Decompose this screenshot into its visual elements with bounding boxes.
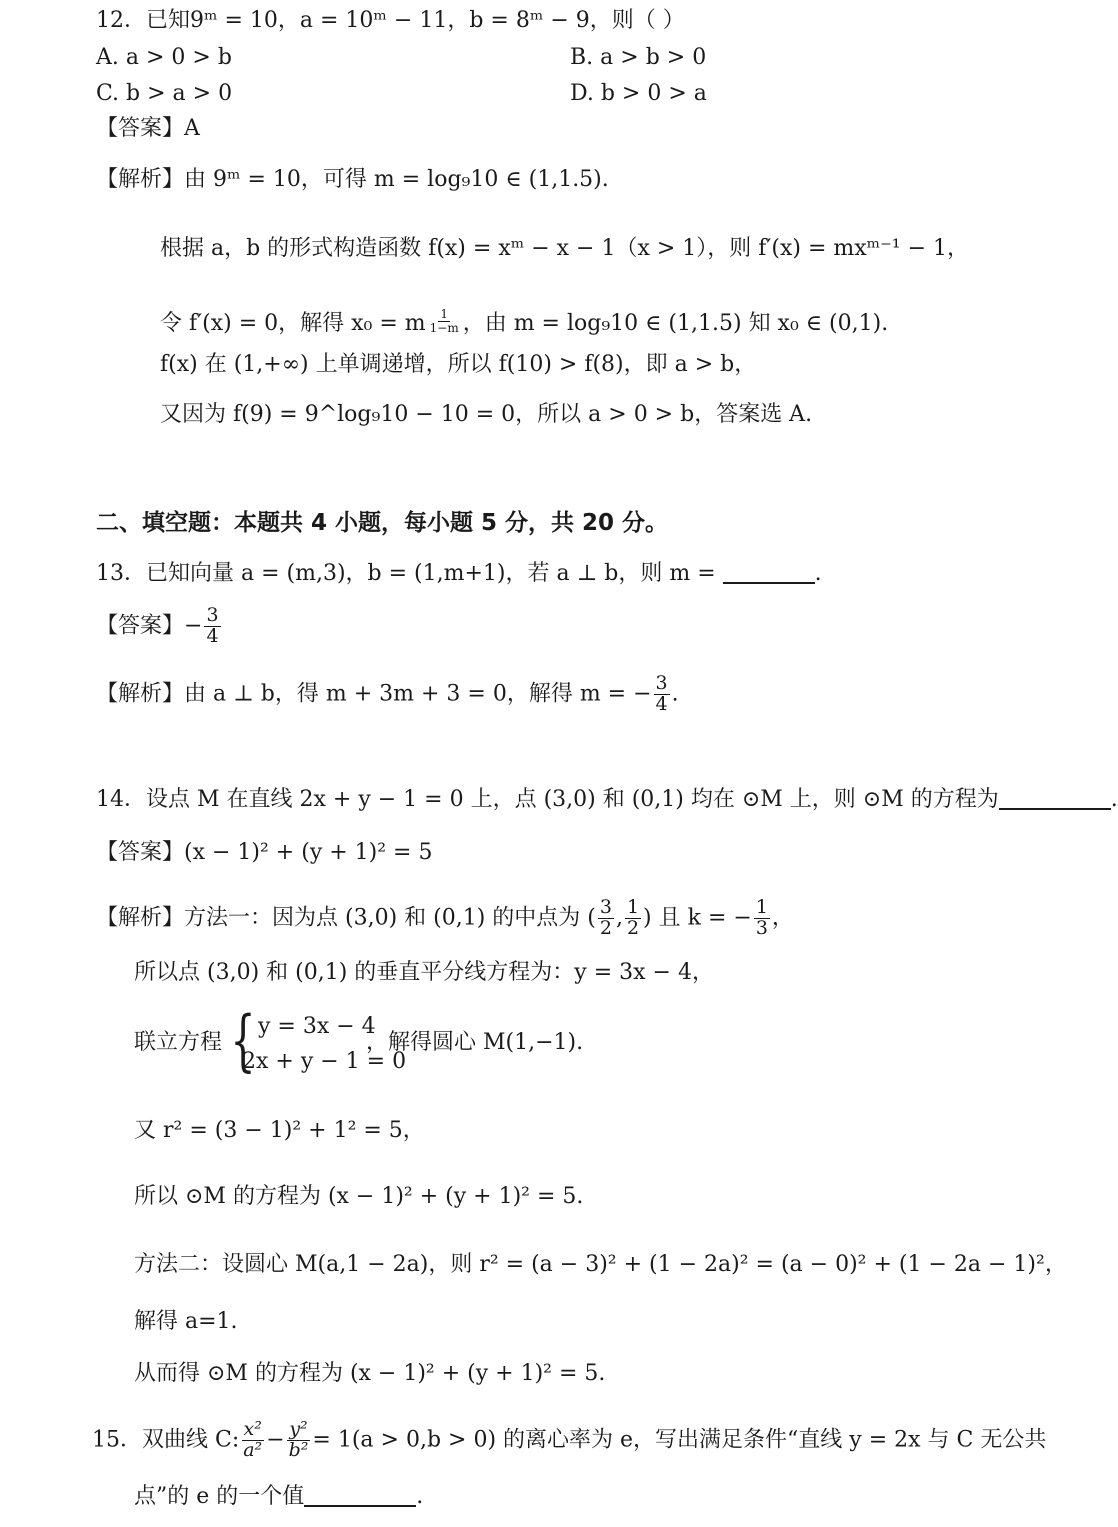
q12-solution-line2: 根据 a，b 的形式构造函数 f(x) = xᵐ − x − 1（x > 1），则 f′(x) = mxᵐ⁻¹ − 1，	[160, 236, 970, 261]
q14-system-eq2: 2x + y − 1 = 0	[242, 1049, 407, 1074]
q13-answer-fraction	[204, 606, 220, 647]
q15-answer-blank	[304, 1483, 416, 1507]
q13-stem: 13．已知向量 a = (m,3)，b = (1,m+1)，若 a ⊥ b，则 m = .	[96, 561, 822, 586]
section-title: 二、填空题：本题共 4 小题，每小题 5 分，共 20 分。	[96, 510, 669, 536]
fraction-denominator: 4	[655, 692, 668, 715]
fraction-numerator: 3	[599, 896, 612, 918]
q12-solution-line3	[160, 308, 888, 337]
q13-answer-blank	[723, 560, 815, 584]
q15-stem-end: 点”的 e 的一个值	[134, 1484, 305, 1509]
fraction-numerator: 1	[755, 896, 768, 918]
q12-option-c: C. b > a > 0	[96, 81, 233, 106]
q15-minus: −	[266, 1427, 285, 1453]
fraction-numerator: 1	[626, 896, 640, 918]
midpoint-y-fraction	[625, 898, 641, 939]
q15-stem-line1	[92, 1420, 1046, 1461]
hyperbola-x-fraction	[241, 1420, 264, 1461]
fraction-denominator: 2	[599, 916, 612, 939]
q12-solution-line4: f(x) 在 (1,+∞) 上单调递增，所以 f(10) > f(8)，即 a > b，	[160, 352, 757, 377]
fraction-denominator: b²	[288, 1438, 309, 1461]
q12-exponent-fraction	[428, 308, 461, 334]
fraction-numerator: x²	[243, 1418, 262, 1440]
fraction-denominator: 4	[206, 624, 219, 647]
q12-solution-line1: 【解析】由 9ᵐ = 10，可得 m = log₉10 ∈ (1,1.5).	[96, 167, 609, 192]
q12-solution-line3-end: ，由 m = log₉10 ∈ (1,1.5) 知 x₀ ∈ (0,1).	[462, 311, 889, 336]
q14-stem-text: 14．设点 M 在直线 2x + y − 1 = 0 上，点 (3,0) 和 (0,1) 均在 ⊙M 上，则 ⊙M 的方程为	[96, 787, 999, 812]
q12-solution-line5: 又因为 f(9) = 9^log₉10 − 10 = 0，所以 a > 0 > b，答案选 A.	[160, 402, 813, 427]
q14-answer-blank	[999, 786, 1111, 810]
midpoint-x-fraction	[598, 898, 614, 939]
slope-fraction	[754, 898, 770, 939]
q12-stem: 12．已知9ᵐ = 10，a = 10ᵐ − 11，b = 8ᵐ − 9，则（ ）	[96, 8, 685, 33]
q14-solution-line2: 所以点 (3,0) 和 (0,1) 的垂直平分线方程为：y = 3x − 4，	[134, 960, 714, 985]
q13-answer	[96, 606, 223, 647]
q12-option-a: A. a > 0 > b	[96, 45, 232, 70]
q13-solution-text: 【解析】由 a ⊥ b，得 m + 3m + 3 = 0，解得 m = −	[96, 681, 652, 707]
fraction-numerator: 3	[655, 672, 668, 694]
q12-solution-line3-start: 令 f′(x) = 0，解得 x₀ = m	[160, 311, 426, 336]
fraction-denominator: 2	[626, 916, 640, 939]
q15-stem-line2: 点”的 e 的一个值 .	[134, 1484, 424, 1509]
fraction-denominator: 3	[755, 916, 768, 939]
q12-answer: 【答案】A	[96, 116, 200, 141]
q14-solution-line1	[96, 898, 794, 939]
q13-solution	[96, 674, 679, 715]
hyperbola-y-fraction	[287, 1420, 311, 1461]
q14-answer: 【答案】(x − 1)² + (y + 1)² = 5	[96, 840, 433, 865]
q15-stem-rest: = 1(a > 0,b > 0) 的离心率为 e，写出满足条件“直线 y = 2x 与 C 无公共	[312, 1427, 1047, 1453]
q14-solution-line1-end: ，	[771, 905, 794, 931]
q14-solution-line5: 所以 ⊙M 的方程为 (x − 1)² + (y + 1)² = 5.	[134, 1184, 584, 1209]
q14-system-eq1: y = 3x − 4	[258, 1014, 376, 1039]
q14-solution-line6: 方法二：设圆心 M(a,1 − 2a)，则 r² = (a − 3)² + (1 − 2a)² = (a − 0)² + (1 − 2a − 1)²，	[134, 1252, 1067, 1277]
exponent-denominator: 1−m	[429, 320, 459, 335]
q15-stem-start: 15．双曲线 C:	[92, 1427, 240, 1453]
exponent-numerator: 1	[440, 307, 448, 321]
q14-system-result: ，解得圆心 M(1,−1).	[366, 1030, 584, 1055]
q12-option-d: D. b > 0 > a	[570, 81, 707, 106]
q14-solution-line7: 解得 a=1.	[134, 1309, 238, 1334]
q13-stem-text: 13．已知向量 a = (m,3)，b = (1,m+1)，若 a ⊥ b，则 m =	[96, 561, 716, 586]
q12-option-b: B. a > b > 0	[570, 45, 707, 70]
q14-stem: 14．设点 M 在直线 2x + y − 1 = 0 上，点 (3,0) 和 (0,1) 均在 ⊙M 上，则 ⊙M 的方程为 .	[96, 787, 1118, 812]
q14-system-label: 联立方程	[134, 1030, 223, 1055]
q14-solution-line1-start: 【解析】方法一：因为点 (3,0) 和 (0,1) 的中点为 (	[96, 905, 596, 931]
fraction-denominator: a²	[243, 1438, 263, 1461]
fraction-numerator: y²	[289, 1418, 308, 1440]
q14-solution-line8: 从而得 ⊙M 的方程为 (x − 1)² + (y + 1)² = 5.	[134, 1361, 606, 1386]
q13-solution-fraction	[654, 674, 670, 715]
q14-separator: ,	[615, 905, 623, 931]
system-brace: {	[230, 1002, 256, 1079]
q13-solution-end: .	[671, 681, 679, 707]
q14-solution-line1-mid: ) 且 k = −	[643, 905, 752, 931]
q14-solution-line4: 又 r² = (3 − 1)² + 1² = 5，	[134, 1118, 425, 1143]
q13-answer-label: 【答案】−	[96, 613, 203, 639]
fraction-numerator: 3	[206, 604, 219, 626]
